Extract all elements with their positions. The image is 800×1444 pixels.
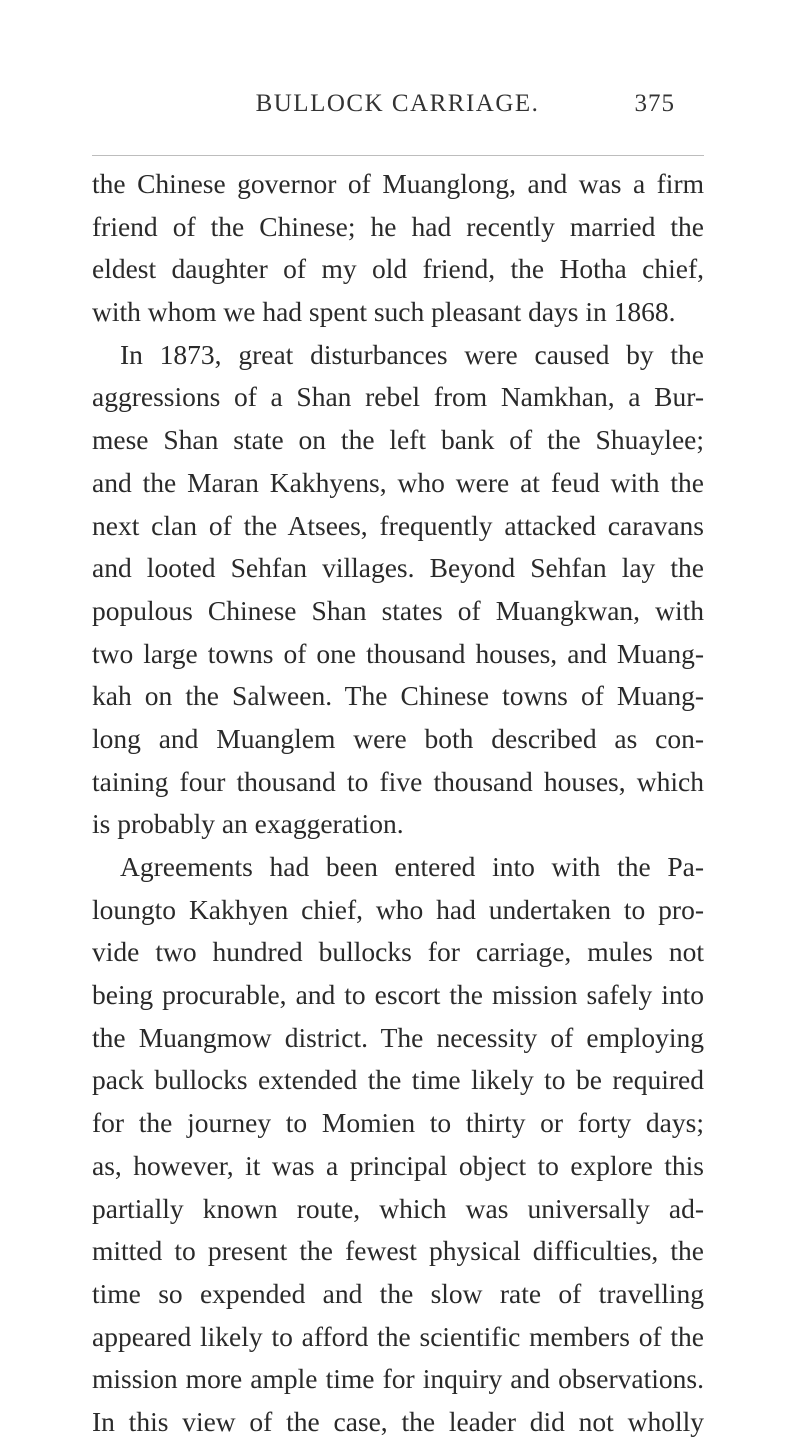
text-line: In 1873, great disturbances were caused by the <box>120 338 704 370</box>
text-line: for the journey to Momien to thirty or forty days; <box>92 1107 704 1139</box>
text-line: and looted Sehfan villages. Beyond Sehfan lay the <box>92 552 704 584</box>
text-line: partially known route, which was universally ad- <box>92 1192 704 1224</box>
text-line: mese Shan state on the left bank of the Shuaylee; <box>92 424 704 456</box>
text-line: pack bullocks extended the time likely to be required <box>92 1064 704 1096</box>
text-line: the Chinese governor of Muanglong, and was a firm <box>92 168 704 199</box>
text-line: time so expended and the slow rate of travelling <box>92 1277 704 1309</box>
text-line: friend of the Chinese; he had recently married the <box>92 210 704 242</box>
text-line: as, however, it was a principal object to explore this <box>92 1149 704 1181</box>
page-number: 375 <box>634 90 675 117</box>
text-line: eldest daughter of my old friend, the Hotha chief, <box>92 253 704 285</box>
text-line: mission more ample time for inquiry and observations. <box>92 1363 704 1395</box>
text-line: aggressions of a Shan rebel from Namkhan, a Bur- <box>92 381 704 413</box>
text-line: populous Chinese Shan states of Muangkwan, with <box>92 594 704 626</box>
text-line: taining four thousand to five thousand houses, which <box>92 765 704 797</box>
text-line: appeared likely to afford the scientific members of the <box>92 1320 704 1352</box>
text-line: Agreements had been entered into with the Pa- <box>120 851 704 882</box>
text-line: being procurable, and to escort the mission safely into <box>92 979 704 1011</box>
text-line: mitted to present the fewest physical difficulties, the <box>92 1235 704 1267</box>
text-line: loungto Kakhyen chief, who had undertaken to pro- <box>92 893 704 925</box>
text-line: In this view of the case, the leader did not wholly <box>92 1405 704 1437</box>
text-line: long and Muanglem were both described as con- <box>92 722 704 754</box>
text-line: vide two hundred bullocks for carriage, mules not <box>92 936 704 968</box>
text-line: and the Maran Kakhyens, who were at feud with the <box>92 466 704 498</box>
page-header <box>120 86 675 122</box>
text-line: two large towns of one thousand houses, and Muang- <box>92 637 704 669</box>
running-head: BULLOCK CARRIAGE. <box>255 90 540 117</box>
header-rule <box>92 155 704 156</box>
text-line: the Muangmow district. The necessity of employing <box>92 1021 704 1053</box>
text-line: with whom we had spent such pleasant days in 1868. <box>92 296 676 328</box>
text-line: is probably an exaggeration. <box>92 808 404 840</box>
text-line: kah on the Salween. The Chinese towns of Muang- <box>92 680 704 712</box>
text-line: next clan of the Atsees, frequently attacked caravans <box>92 509 704 541</box>
body-text <box>92 163 704 1444</box>
